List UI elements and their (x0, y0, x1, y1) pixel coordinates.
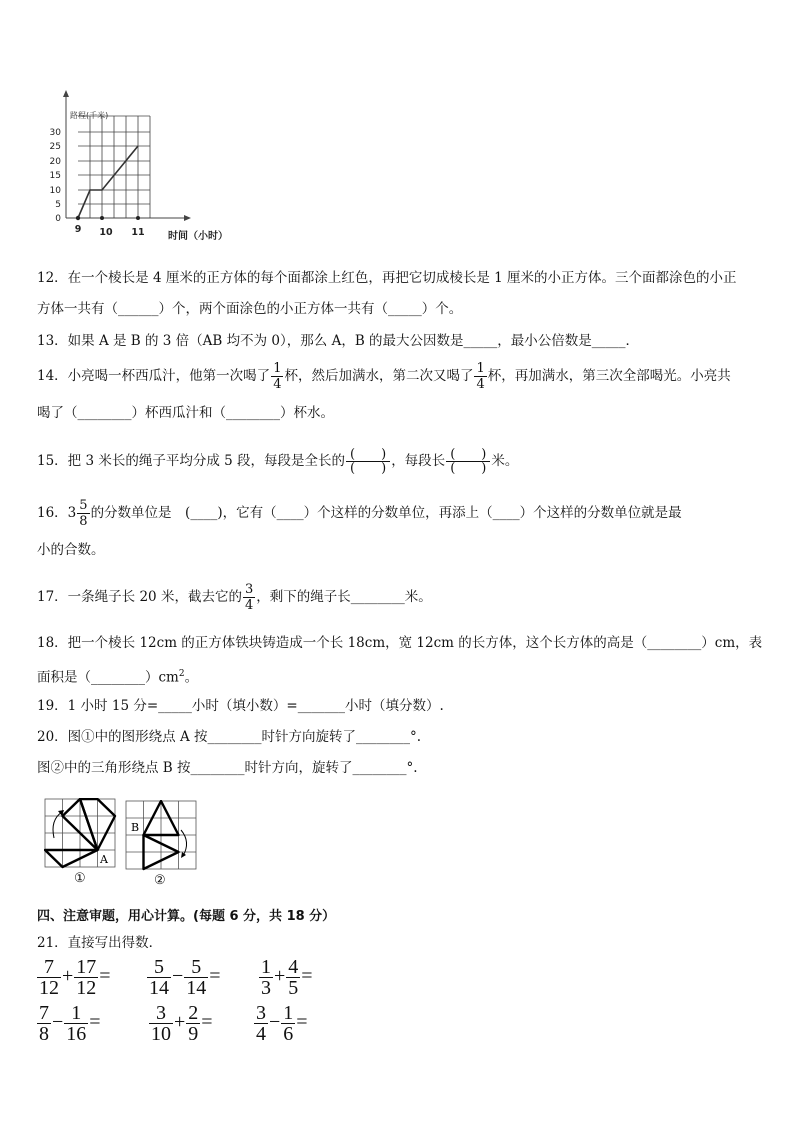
tick-dot (100, 216, 104, 220)
chart-grid (78, 116, 150, 218)
q14-text-a: 14．小亮喝一杯西瓜汁，他第一次喝了 (37, 368, 271, 384)
data-point (76, 216, 80, 220)
q18-text-a: 面积是（________）cm (37, 669, 179, 686)
q17-line (37, 578, 432, 616)
y-tick: 10 (49, 186, 61, 196)
x-axis-arrow (184, 215, 191, 221)
y-tick: 30 (49, 128, 61, 138)
calc-item-2: $\frac{5}{14}$ − $\frac{5}{14}$ = (149, 956, 221, 999)
q15-text-a: 15．把 3 米长的绳子平均分成 5 段，每段是全长的 (37, 453, 346, 469)
y-axis-label: 路程(千米) (70, 111, 109, 120)
figure-2-label: ② (154, 873, 166, 888)
q16-line1 (37, 494, 682, 532)
distance-time-chart (40, 88, 260, 248)
q14-text-b: 杯，然后加满水，第二次又喝了 (284, 368, 474, 384)
q20-line2: 图②中的三角形绕点 B 按________时针方向，旋转了________°. (37, 760, 418, 776)
section-4-heading: 四、注意审题，用心计算。(每题 6 分，共 18 分） (37, 909, 336, 924)
x-axis-label: 时间（小时） (168, 231, 228, 242)
q21-text: 21．直接写出得数． (37, 935, 163, 951)
q18-line2 (37, 664, 198, 688)
q15-blank-fraction-2: $\frac{( )}{( )}$ (446, 448, 490, 475)
rotation-figure-2 (125, 800, 197, 872)
y-tick: 25 (49, 142, 61, 152)
calc-item-3: $\frac{1}{3}$ + $\frac{4}{5}$ = (261, 956, 313, 999)
q14-fraction-1: $\frac{1}{4}$ (273, 361, 282, 392)
q14-line2: 喝了（________）杯西瓜汁和（________）杯水。 (37, 405, 334, 421)
q17-text-a: 17．一条绳子长 20 米，截去它的 (37, 589, 242, 605)
x-tick-labels (75, 224, 145, 238)
q16-pre: 16．3 (37, 505, 77, 521)
q15-text-c: 米。 (491, 453, 519, 469)
calc-item-1: $\frac{7}{12}$ + $\frac{17}{12}$ = (39, 956, 111, 999)
y-tick: 15 (49, 171, 61, 181)
x-tick: 11 (131, 227, 145, 238)
q19-text: 19．1 小时 15 分=_____小时（填小数）=_______小时（填分数）. (37, 698, 444, 714)
q16-text-a: 的分数单位是 (____)，它有（____）个这样的分数单位，再添上（____）个这样的分数单位就是最 (90, 505, 682, 521)
rotation-figure-1 (44, 798, 118, 870)
point-b-label: B (131, 821, 140, 834)
q14-text-c: 杯，再加满水，第三次全部喝光。小亮共 (487, 368, 731, 384)
q15-blank-fraction-1: $\frac{( )}{( )}$ (346, 448, 390, 475)
series-line (78, 146, 138, 218)
q12-line1: 12．在一个棱长是 4 厘米的正方体的每个面都涂上红色，再把它切成棱长是 1 厘米的小正方体。三个面都涂色的小正 (37, 270, 737, 286)
q15-text-b: ，每段长 (391, 453, 446, 469)
q12-line2: 方体一共有（______）个，两个面涂色的小正方体一共有（_____）个。 (37, 301, 463, 317)
point-a-label: A (100, 853, 108, 866)
q18-text-b: 。 (184, 669, 199, 686)
q18-superscript: 2 (178, 669, 185, 679)
calc-item-5: $\frac{3}{10}$ + $\frac{2}{9}$ = (151, 1002, 213, 1045)
y-tick: 5 (55, 200, 61, 210)
calc-item-6: $\frac{3}{4}$ − $\frac{1}{6}$ = (256, 1002, 308, 1045)
y-axis-arrow (63, 90, 69, 97)
q15-line (37, 440, 518, 482)
y-tick-labels (50, 128, 62, 224)
q14-line1 (37, 357, 731, 395)
figure-1-label: ① (74, 871, 86, 886)
q17-text-b: ，剩下的绳子长________米。 (256, 589, 432, 605)
q14-fraction-2: $\frac{1}{4}$ (476, 361, 485, 392)
q16-fraction: $\frac{5}{8}$ (79, 498, 88, 529)
q18-line1: 18．把一个棱长 12cm 的正方体铁块铸造成一个长 18cm，宽 12cm 的长方体，这个长方体的高是（________）cm，表 (37, 635, 763, 651)
y-tick: 20 (49, 157, 61, 167)
y-tick: 0 (55, 214, 61, 224)
q16-line2: 小的合数。 (37, 542, 105, 558)
q20-line1: 20．图①中的图形绕点 A 按________时针方向旋转了________°. (37, 729, 422, 745)
x-tick: 9 (74, 224, 82, 235)
q17-fraction: $\frac{3}{4}$ (244, 582, 254, 613)
tick-dot (136, 216, 140, 220)
x-tick: 10 (99, 227, 113, 238)
q13-text: 13．如果 A 是 B 的 3 倍（AB 均不为 0），那么 A，B 的最大公因数是_____，最小公倍数是_____． (37, 333, 640, 349)
calc-item-4: $\frac{7}{8}$ − $\frac{1}{16}$ = (39, 1002, 101, 1045)
